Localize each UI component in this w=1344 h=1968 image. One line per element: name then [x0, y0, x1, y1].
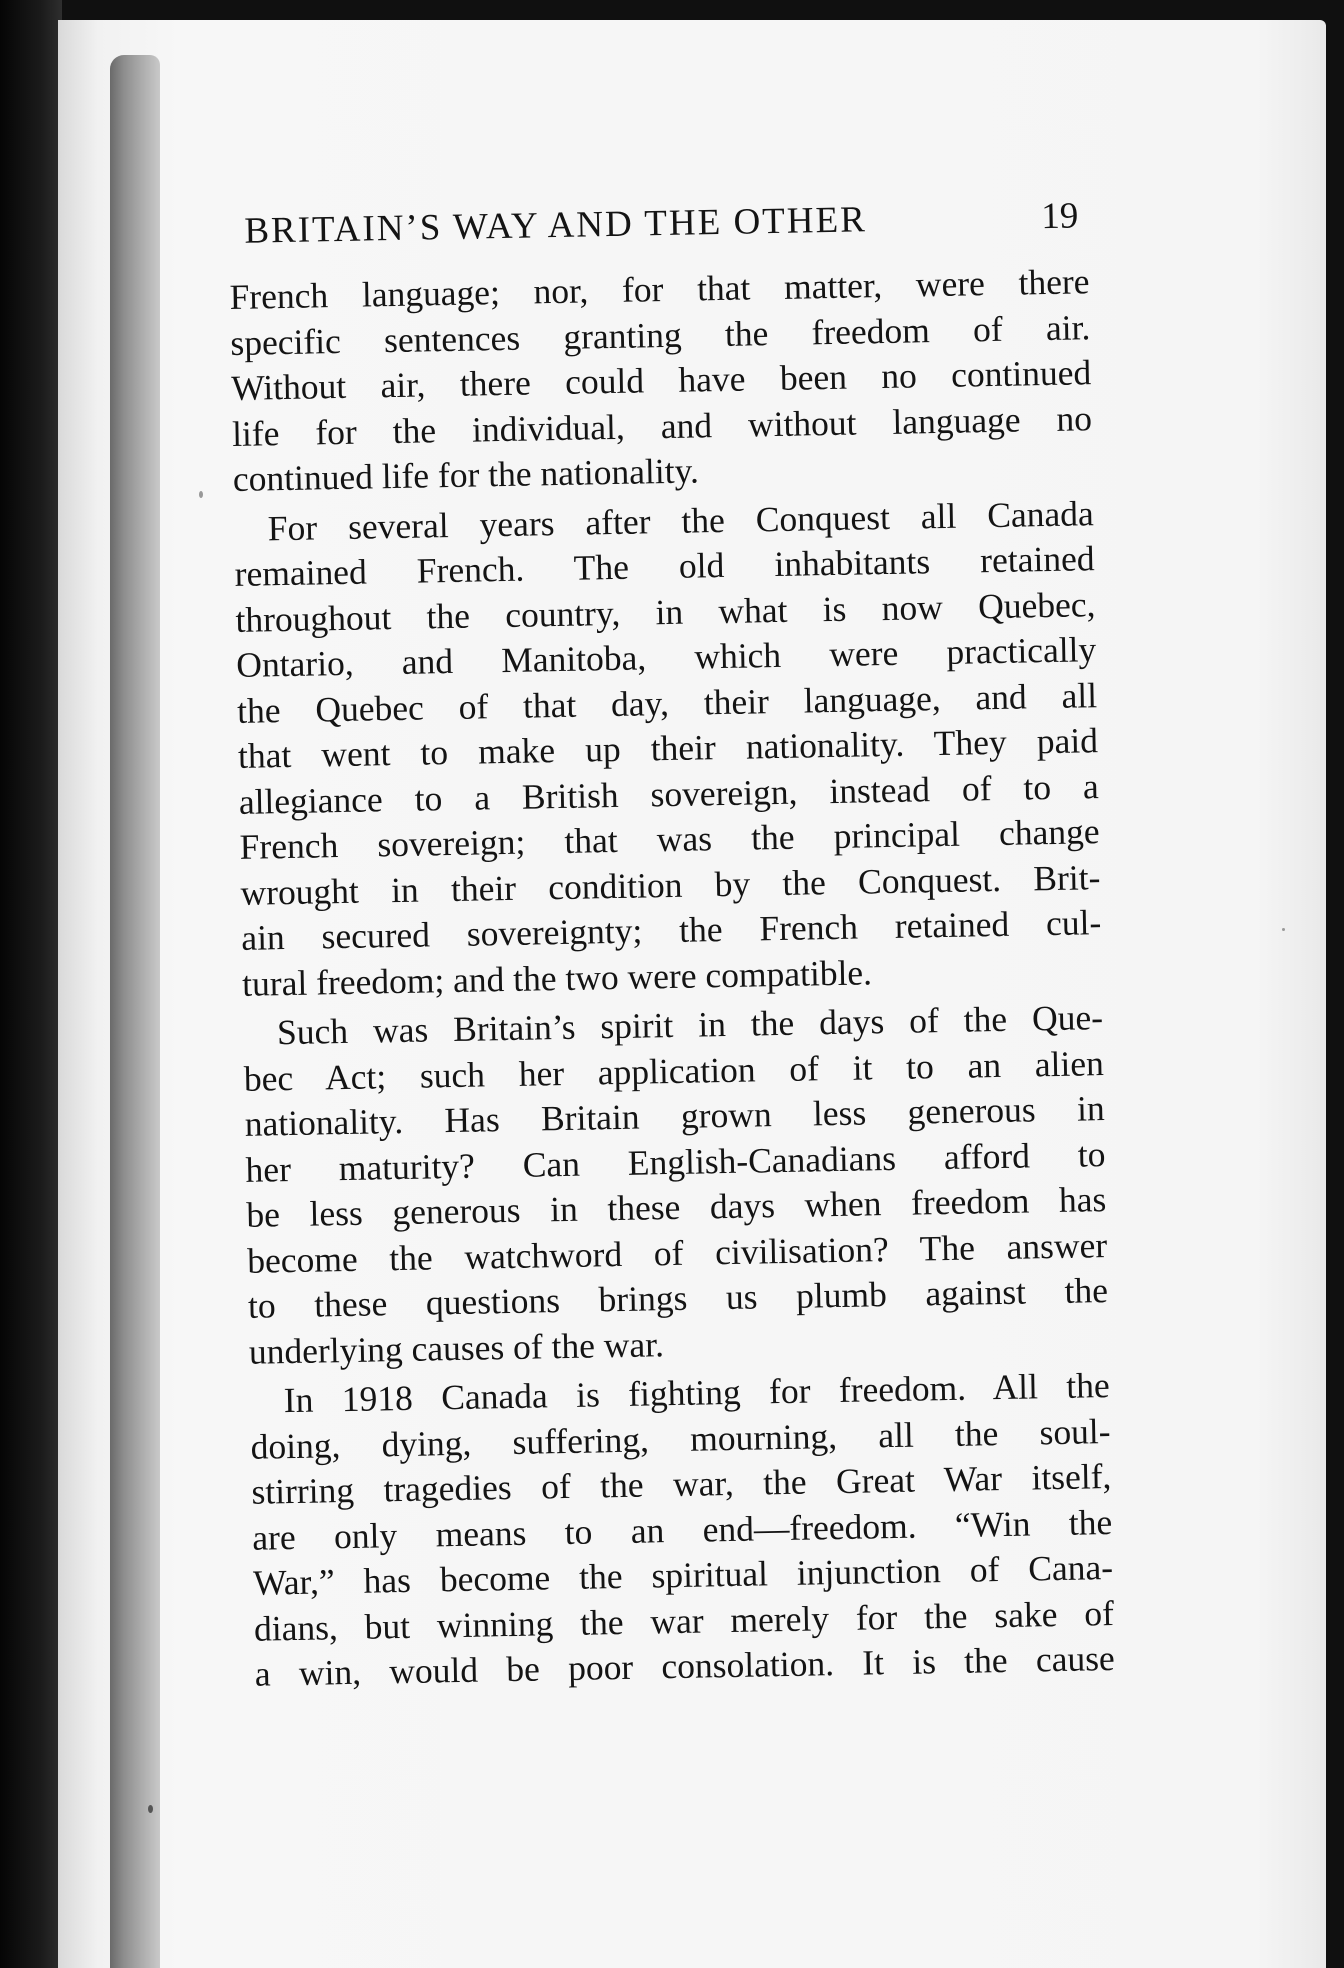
- text-line: the Quebec of that day, their language, and all: [236, 674, 1098, 731]
- text-line: become the watchword of civilisation? The answer: [246, 1224, 1108, 1281]
- text-line: bec Act; such her application of it to an alien: [243, 1042, 1105, 1099]
- text-line: that went to make up their nationality. They paid: [237, 720, 1099, 776]
- text-line: are only means to an end—freedom. “Win the: [251, 1501, 1113, 1558]
- text-line: wrought in their condition by the Conquest. Brit-: [240, 856, 1101, 913]
- text-line: life for the individual, and without language no: [231, 397, 1093, 454]
- paragraph: [233, 491, 1102, 1007]
- text-line: French language; nor, for that matter, were there: [229, 261, 1090, 317]
- text-line: ain secured sovereignty; the French retained cul-: [240, 902, 1102, 958]
- text-line: dians, but winning the war merely for the sake of: [253, 1592, 1115, 1649]
- text-line: In 1918 Canada is fighting for freedom. All the: [283, 1365, 1111, 1421]
- text-line: underlying causes of the war.: [248, 1323, 665, 1372]
- text-line: Ontario, and Manitoba, which were practically: [235, 629, 1097, 685]
- text-line: nationality. Has Britain grown less generous in: [244, 1088, 1105, 1144]
- text-line: War,” has become the spiritual injunction of Cana-: [252, 1547, 1114, 1603]
- scan-speck: [1282, 928, 1285, 931]
- text-line: remained French. The old inhabitants retained: [234, 538, 1095, 594]
- body-text: [229, 259, 1115, 1697]
- text-line: be less generous in these days when freedom has: [246, 1179, 1107, 1235]
- page-text-block: [228, 194, 1115, 1697]
- page-gutter-shadow: [110, 55, 160, 1968]
- text-line: a win, would be poor consolation. It is the cause: [254, 1637, 1116, 1694]
- paragraph: [229, 259, 1093, 502]
- book-spine-shadow: [0, 0, 62, 1968]
- text-line: stirring tragedies of the war, the Great War itself,: [251, 1456, 1112, 1512]
- text-line: Without air, there could have been no continued: [230, 352, 1092, 408]
- text-line: Such was Britain’s spirit in the days of the Que-: [276, 997, 1104, 1053]
- page-number: 19: [1040, 195, 1079, 238]
- text-line: to these questions brings us plumb against the: [247, 1270, 1109, 1326]
- running-head-title: BRITAIN’S WAY AND THE OTHER: [244, 199, 868, 252]
- scan-speck: [199, 491, 203, 498]
- text-line: For several years after the Conquest all Canada: [267, 492, 1095, 548]
- text-line: throughout the country, in what is now Quebec,: [235, 583, 1096, 640]
- text-line: French sovereign; that was the principal change: [239, 811, 1100, 867]
- paragraph: [243, 995, 1110, 1375]
- text-line: allegiance to a British sovereign, instead of to a: [238, 765, 1100, 822]
- paragraph: [249, 1363, 1115, 1697]
- text-line: tural freedom; and the two were compatible.: [241, 951, 873, 1004]
- text-line: specific sentences granting the freedom of air.: [230, 306, 1091, 363]
- text-line: her maturity? Can English-Canadians afford to: [245, 1133, 1106, 1190]
- text-line: continued life for the nationality.: [232, 450, 700, 499]
- text-line: doing, dying, suffering, mourning, all the soul-: [250, 1410, 1111, 1467]
- scan-speck: [148, 1805, 153, 1813]
